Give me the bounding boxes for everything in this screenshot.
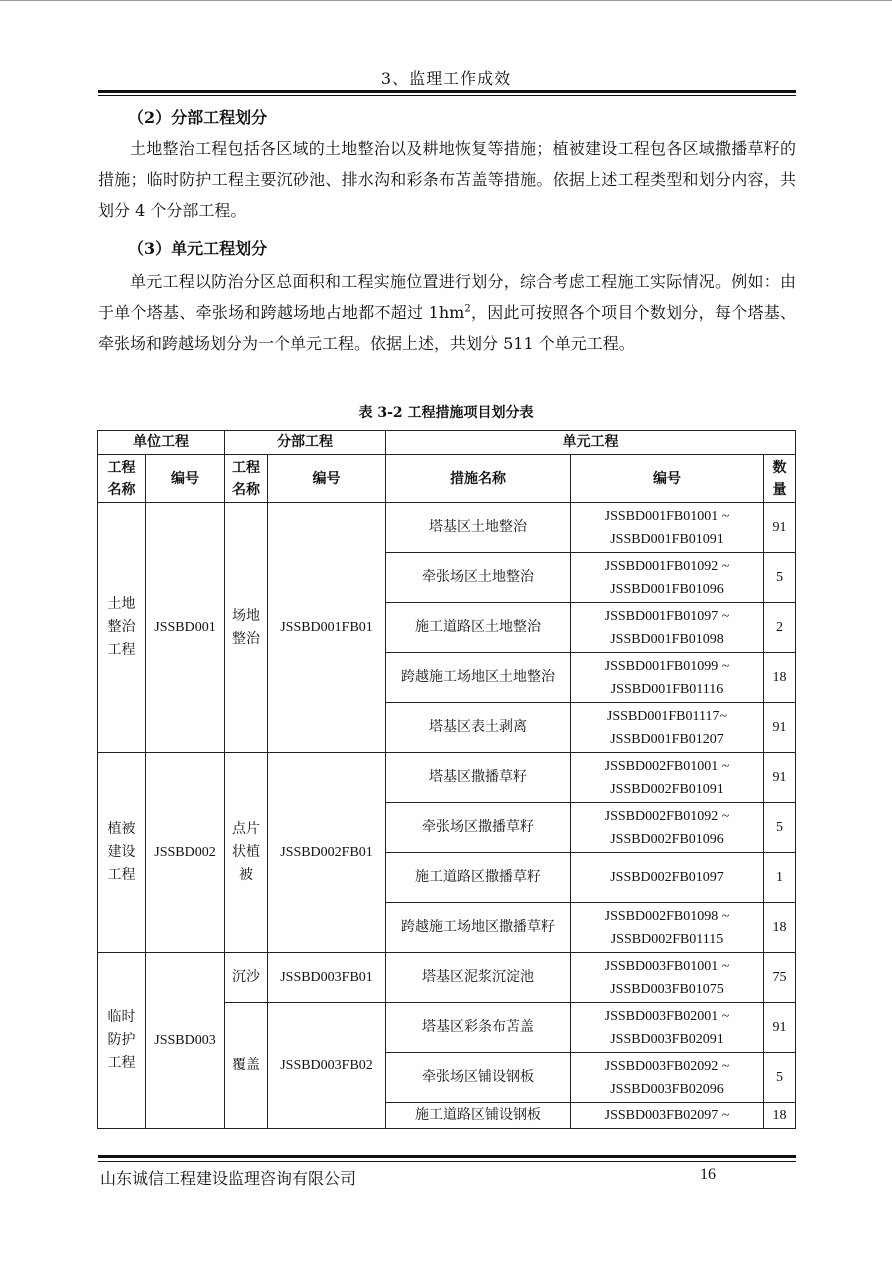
element-quantity: 91 [764,1003,796,1053]
header-quantity [764,455,796,503]
sub-project-code: JSSBD001FB01 [268,503,386,753]
element-code-line-1: JSSBD003FB02097 ~ [604,1108,730,1123]
element-code-line-2: JSSBD003FB02096 [610,1081,724,1097]
header-measure-name: 措施名称 [386,455,571,503]
element-code-line-1: JSSBD002FB01098 ~ [604,908,730,924]
header-sub-project: 分部工程 [225,431,386,455]
unit-project-name-text: 植被建设工程 [107,821,136,883]
element-code [571,803,764,853]
element-code-line-2: JSSBD001FB01091 [610,531,724,547]
measure-name: 牵张场区撒播草籽 [386,803,571,853]
section-paragraph-3 [98,266,796,359]
element-code-line-1: JSSBD002FB01001 ~ [604,758,730,774]
element-code [571,753,764,803]
sub-project-name [225,953,268,1003]
sub-project-name-text: 场地整治 [232,607,260,647]
element-quantity: 5 [764,1053,796,1103]
table-body [98,431,796,1129]
footer-company: 山东诚信工程建设监理咨询有限公司 [100,1169,357,1188]
element-quantity: 18 [764,903,796,953]
element-code-line-1: JSSBD001FB01001 ~ [604,508,730,524]
element-code-line-2: JSSBD002FB01091 [610,781,724,797]
element-quantity: 1 [764,853,796,903]
unit-project-code: JSSBD003 [146,953,225,1129]
element-quantity: 5 [764,553,796,603]
footer-rule-thick [98,1155,796,1158]
header-project-name [98,455,146,503]
element-code-line-2: JSSBD001FB01096 [610,581,724,597]
measure-name: 牵张场区铺设钢板 [386,1053,571,1103]
header-code: 编号 [146,455,225,503]
element-quantity: 75 [764,953,796,1003]
element-code-line-2: JSSBD001FB01207 [610,731,724,747]
measure-name: 塔基区表土剥离 [386,703,571,753]
footer-rule-thin [98,1161,796,1162]
measure-name: 牵张场区土地整治 [386,553,571,603]
running-header-title: 3、监理工作成效 [380,69,512,88]
element-code [571,653,764,703]
sub-project-code: JSSBD003FB01 [268,953,386,1003]
header-quantity-text: 数量 [772,459,787,498]
unit-project-name-text: 土地整治工程 [107,596,136,658]
measure-name: 跨越施工场地区撒播草籽 [386,903,571,953]
measure-name: 塔基区彩条布苫盖 [386,1003,571,1053]
section-paragraph-2: 土地整治工程包括各区域的土地整治以及耕地恢复等措施；植被建设工程包各区域撒播草籽的措施；临时防护工程主要沉砂池、排水沟和彩条布苫盖等措施。依据上述工程类型和划分内容，共划分 4 个分部工程。 [98,139,796,220]
header-project-name-text: 工程名称 [107,459,136,498]
section-heading-3: （3）单元工程划分 [128,239,268,258]
element-code [571,953,764,1003]
project-division-table [97,430,796,1129]
element-code [571,853,764,903]
sub-project-name-text: 沉沙 [232,969,260,985]
element-quantity: 91 [764,503,796,553]
measure-name: 施工道路区撒播草籽 [386,853,571,903]
element-code-line-2: JSSBD003FB02091 [610,1031,724,1047]
table-header-row-2 [98,455,796,503]
element-quantity: 2 [764,603,796,653]
element-code [571,903,764,953]
element-code [571,703,764,753]
element-code-line-1: JSSBD001FB01097 ~ [604,608,730,624]
unit-project-code: JSSBD002 [146,753,225,953]
element-code-line-1: JSSBD001FB01092 ~ [604,558,730,574]
measure-name: 施工道路区铺设钢板 [386,1103,571,1129]
measure-name: 跨越施工场地区土地整治 [386,653,571,703]
element-quantity: 91 [764,703,796,753]
element-code-line-1: JSSBD001FB01117~ [606,708,728,724]
sub-project-name-text: 点片状植被 [232,821,260,883]
table-caption: 表 3-2 工程措施项目划分表 [358,405,534,421]
sub-project-code: JSSBD003FB02 [268,1003,386,1129]
measure-name: 塔基区撒播草籽 [386,753,571,803]
sub-project-name [225,753,268,953]
header-sub-name [225,455,268,503]
element-code-line-1: JSSBD003FB02001 ~ [604,1008,730,1024]
table-row [98,753,796,803]
element-code-line-1: JSSBD002FB01092 ~ [604,808,730,824]
element-code-line-1: JSSBD002FB01097 [610,870,724,885]
page-top-border [0,0,892,1]
unit-project-name-text: 临时防护工程 [107,1009,136,1071]
table-header-row-1 [98,431,796,455]
element-code-line-2: JSSBD002FB01096 [610,831,724,847]
footer-page-number: 16 [700,1166,716,1183]
header-sub-name-text: 工程名称 [232,459,260,498]
header-unit-project: 单位工程 [98,431,225,455]
measure-name: 施工道路区土地整治 [386,603,571,653]
element-code-line-1: JSSBD001FB01099 ~ [604,658,730,674]
measure-name: 塔基区土地整治 [386,503,571,553]
element-quantity: 18 [764,1103,796,1129]
element-code-line-2: JSSBD002FB01115 [610,931,724,947]
element-code-line-1: JSSBD003FB02092 ~ [604,1058,730,1074]
element-quantity: 91 [764,753,796,803]
superscript: 2 [464,303,471,315]
sub-project-name-text: 覆盖 [232,1057,260,1073]
element-code-line-2: JSSBD001FB01098 [610,631,724,647]
unit-project-name [98,503,146,753]
element-code-line-2: JSSBD001FB01116 [610,681,724,697]
section-heading-2: （2）分部工程划分 [128,108,268,127]
element-code-line-2: JSSBD003FB01075 [610,981,724,997]
element-code [571,603,764,653]
header-element-project: 单元工程 [386,431,796,455]
element-code [571,1103,764,1129]
header-rule-thick [98,90,796,93]
unit-project-code: JSSBD001 [146,503,225,753]
unit-project-name [98,753,146,953]
paragraph-text-after: ，因此可按照各个项目个数划分，每个塔基、牵张场和跨越场划分为一个单元工程。依据上述，共划分 511 个单元工程。 [98,303,796,353]
sub-project-name [225,1003,268,1129]
element-quantity: 18 [764,653,796,703]
element-quantity: 5 [764,803,796,853]
sub-project-code: JSSBD002FB01 [268,753,386,953]
header-sub-code: 编号 [268,455,386,503]
unit-project-name [98,953,146,1129]
table-row [98,503,796,553]
element-code [571,1053,764,1103]
header-element-code: 编号 [571,455,764,503]
element-code [571,1003,764,1053]
header-rule-thin [98,95,796,96]
element-code [571,553,764,603]
element-code [571,503,764,553]
measure-name: 塔基区泥浆沉淀池 [386,953,571,1003]
table-row [98,953,796,1003]
element-code-line-1: JSSBD003FB01001 ~ [604,958,730,974]
sub-project-name [225,503,268,753]
paragraph-text-before: 单元工程以防治分区总面积和工程实施位置进行划分，综合考虑工程施工实际情况。例如：由于单个塔基、牵张场和跨越场地占地都不超过 1hm [98,272,796,322]
